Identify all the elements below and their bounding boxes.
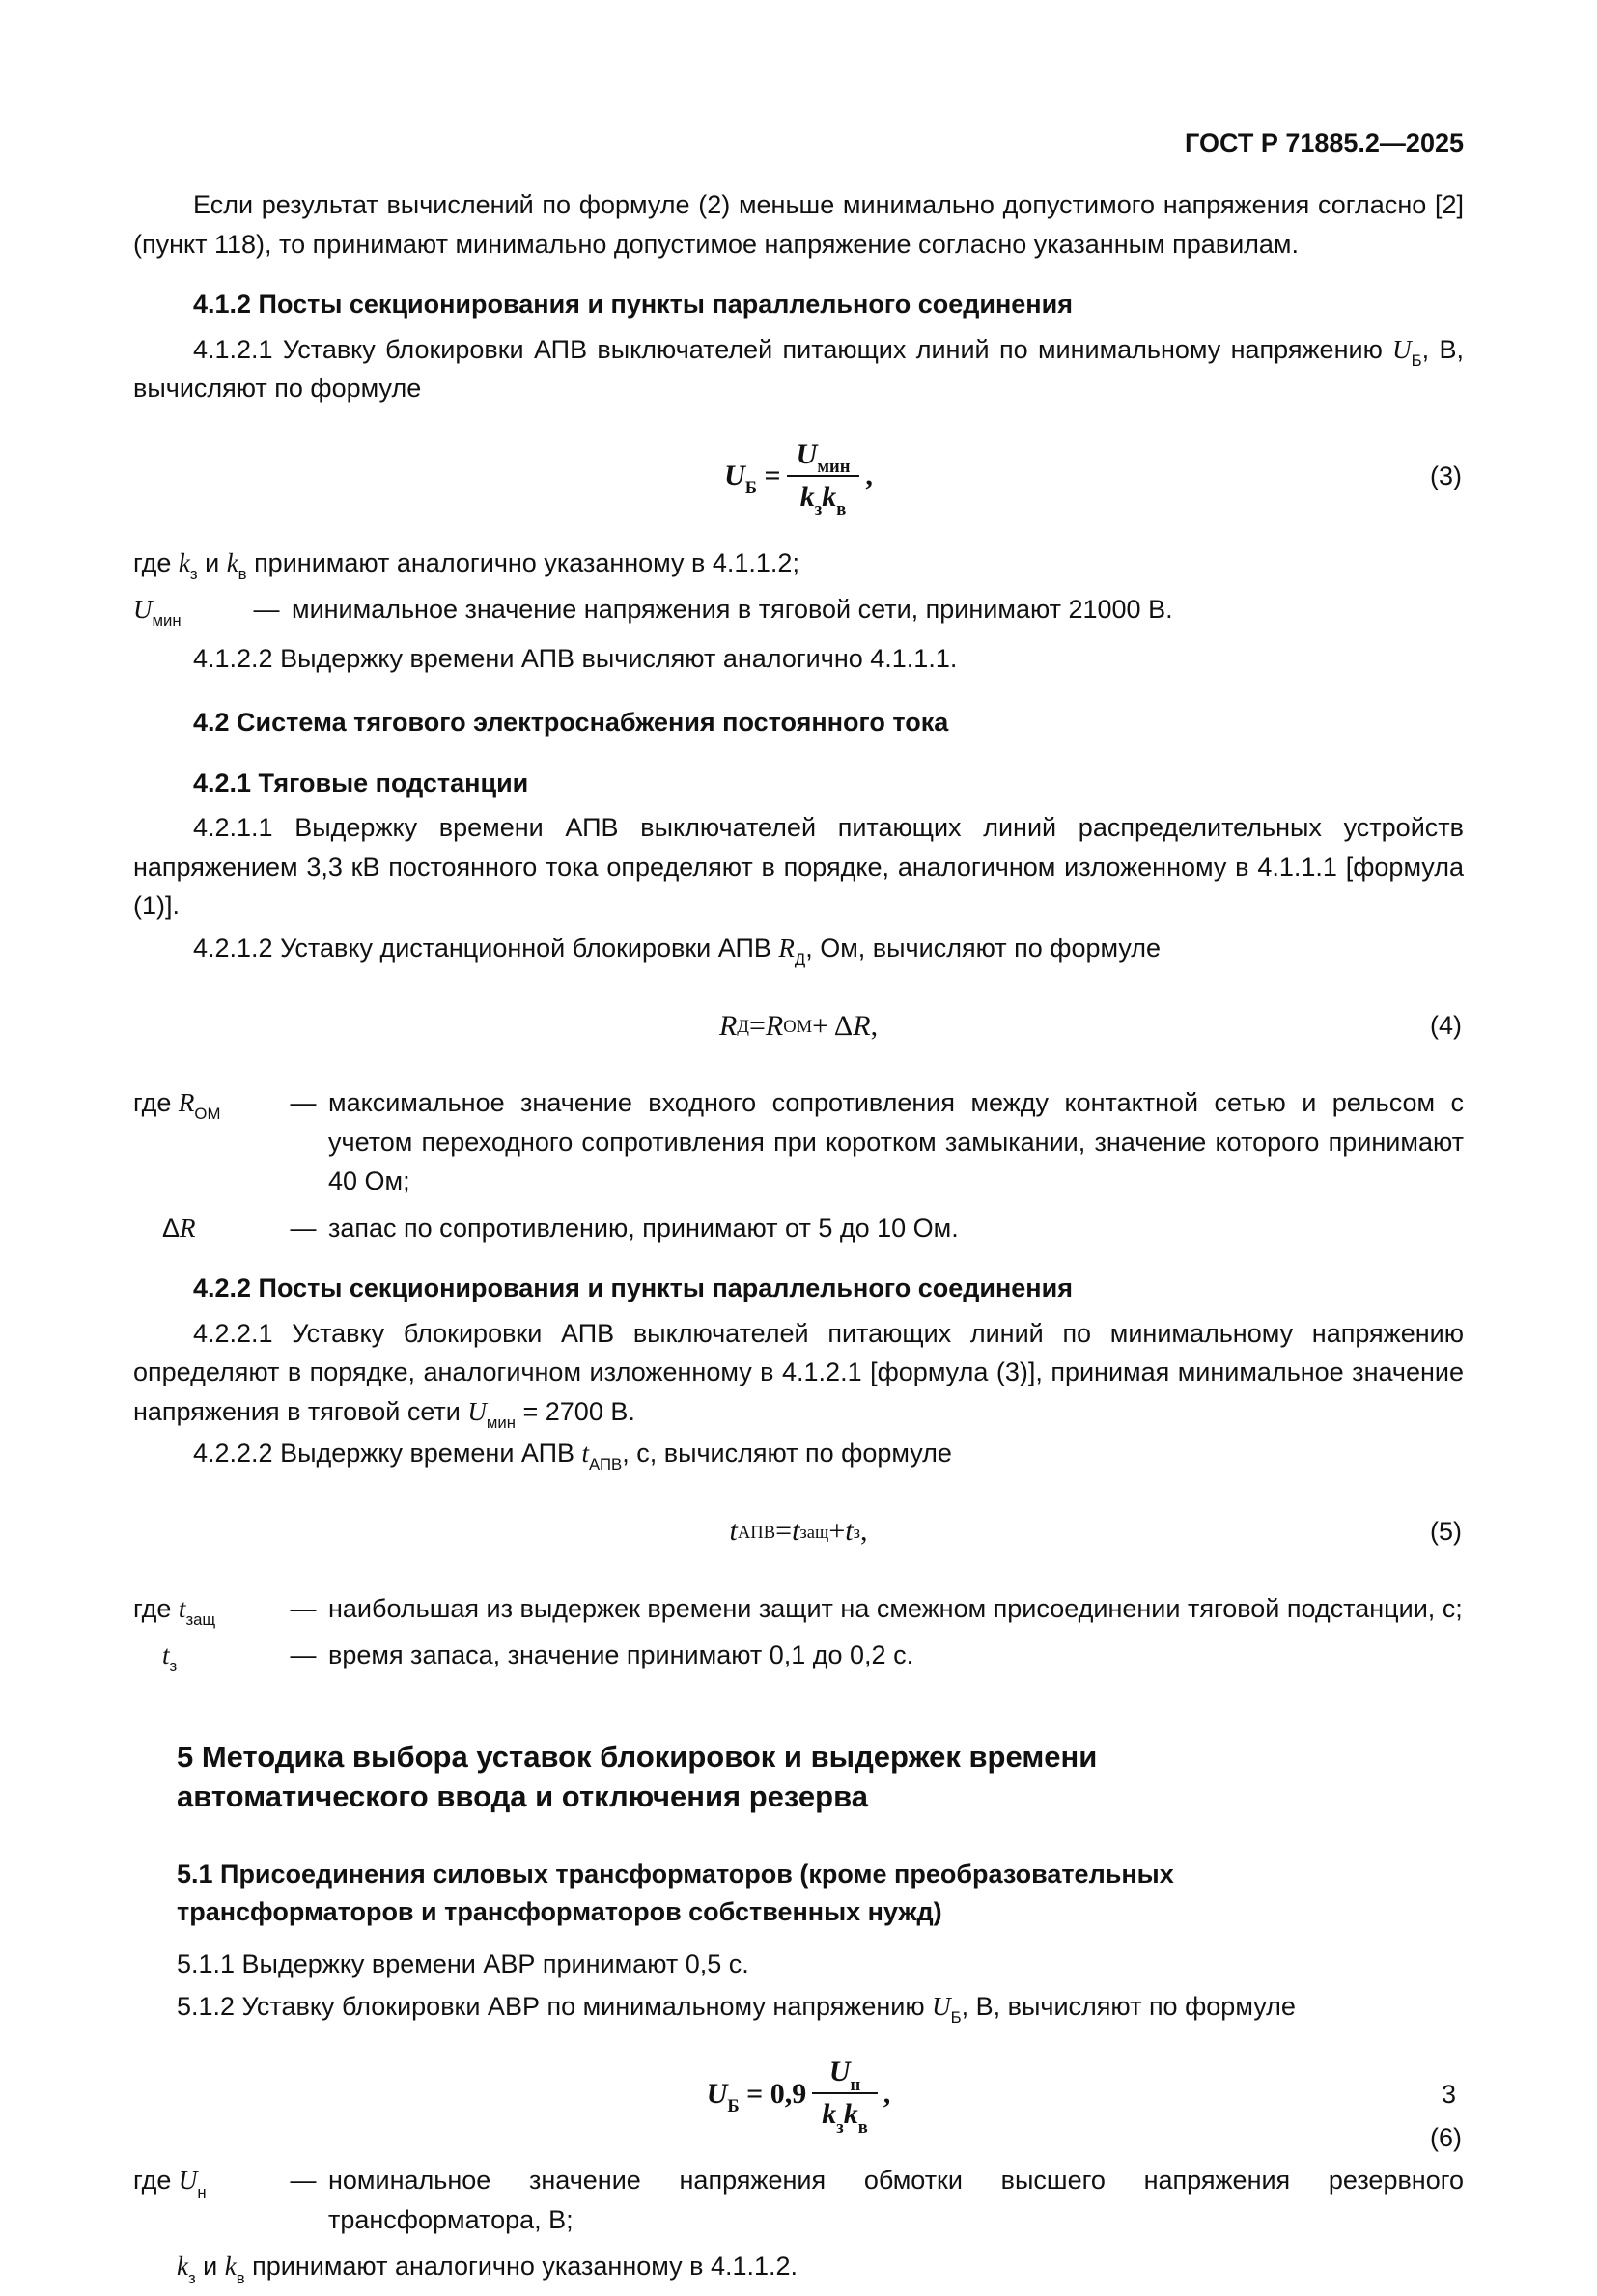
formula-3-denominator: $k_зk_в$ <box>799 480 847 519</box>
where-5-row-1 <box>133 1589 1464 1629</box>
paragraph-4-1-2-2: 4.1.2.2 Выдержку времени АПВ вычисляют аналогично 4.1.1.1. <box>193 643 958 673</box>
where-block-formula-4 <box>133 1083 1464 1247</box>
where-desc: минимальное значение напряжения в тяговой сети, принимают 21000 В. <box>292 595 1173 624</box>
formula-6-tail: , <box>883 2077 891 2110</box>
formula-3 <box>133 437 1464 519</box>
formula-4-number: (4) <box>1430 1010 1462 1040</box>
where-dash: — <box>290 1640 317 1669</box>
where-block-formula-6 <box>133 2161 1464 2286</box>
heading-4-2-2: 4.2.2 Посты секционирования и пункты параллельного соединения <box>193 1274 1073 1302</box>
where-term: ΔR <box>162 1213 196 1243</box>
where-term: где $t_{защ}$ <box>133 1593 216 1629</box>
where-desc: время запаса, значение принимают 0,1 до 0,2 с. <box>328 1640 914 1669</box>
where-5-row-2 <box>133 1636 1464 1675</box>
formula-3-expression <box>724 437 873 519</box>
paragraph-4-2-1-1: 4.2.1.1 Выдержку времени АПВ выключателей питающих линий распределительных устройств напряжением 3,3 кВ постоянного тока определяют в порядке, аналогичном изложенному в 4.1.1.1 [формула (1)]. <box>133 813 1464 920</box>
where-term: $t_з$ <box>162 1640 178 1676</box>
paragraph-4-1-2-1: 4.1.2.1 Уставку блокировки АПВ выключателей питающих линий по минимальному напряжению $U_Б$, В, вычисляют по формуле <box>133 334 1464 403</box>
where-desc: запас по сопротивлению, принимают от 5 до 10 Ом. <box>328 1213 959 1243</box>
formula-6 <box>133 2055 1464 2152</box>
where-dash: — <box>290 1088 317 1117</box>
page-number: 3 <box>1441 2079 1456 2109</box>
formula-6-numerator: $U_н$ <box>812 2055 878 2094</box>
formula-6-number: (6) <box>1430 2122 1462 2152</box>
formula-6-denominator: $k_зk_в$ <box>822 2098 868 2138</box>
where-desc: номинальное значение напряжения обмотки высшего напряжения резервного трансформатора, В; <box>328 2166 1464 2234</box>
where-term: $U_{мин}$ <box>133 595 182 630</box>
where-block-formula-3 <box>133 544 1464 630</box>
where-6-row-1 <box>133 2161 1464 2239</box>
where-dash: — <box>290 1213 317 1243</box>
where-term: где $U_н$ <box>133 2166 207 2201</box>
formula-5 <box>133 1502 1464 1560</box>
heading-4-1-2: 4.1.2 Посты секционирования и пункты параллельного соединения <box>193 290 1073 319</box>
where-3-row-2 <box>133 590 1464 630</box>
where-desc: максимальное значение входного сопротивления между контактной сетью и рельсом с учетом переходного сопротивления при коротком замыкании, значение которого принимают 40 Ом; <box>328 1088 1464 1195</box>
where-dash: — <box>290 1593 317 1623</box>
page-content <box>133 185 1464 2296</box>
where-desc: наибольшая из выдержек времени защит на смежном присоединении тяговой подстанции, с; <box>328 1593 1463 1623</box>
paragraph-intro: Если результат вычислений по формуле (2) меньше минимально допустимого напряжения согласно [2] (пункт 118), то принимают минимально допустимое напряжение согласно указанным правилам. <box>133 190 1464 259</box>
formula-3-numerator: $U_{мин}$ <box>787 437 860 477</box>
formula-3-number: (3) <box>1430 461 1462 490</box>
where-6-line-2: $k_з$ и $k_в$ принимают аналогично указанному в 4.1.1.2. <box>177 2252 798 2287</box>
where-block-formula-5 <box>133 1589 1464 1675</box>
document-code: ГОСТ Р 71885.2—2025 <box>1185 128 1464 157</box>
where-term: где $R_{ОМ}$ <box>133 1088 221 1124</box>
formula-5-expression: t $_{АПВ}$ = t $_{защ}$ + t $_з$ , <box>729 1515 868 1547</box>
formula-3-lhs: $U_Б$ = <box>724 460 781 499</box>
formula-6-fraction <box>812 2055 878 2138</box>
heading-4-2-1: 4.2.1 Тяговые подстанции <box>193 768 529 798</box>
paragraph-5-1-2: 5.1.2 Уставку блокировки АВР по минимальному напряжению $U_Б$, В, вычисляют по формуле <box>177 1991 1296 2028</box>
where-4-row-2 <box>133 1209 1464 1248</box>
heading-section-5: 5 Методика выбора уставок блокировок и выдержек времени автоматического ввода и отключения резерва <box>177 1739 1098 1814</box>
formula-6-lhs: $U_Б = 0,9$ <box>706 2077 807 2117</box>
heading-5-1: 5.1 Присоединения силовых трансформаторов (кроме преобразовательных трансформаторов и трансформаторов собственных нужд) <box>177 1860 1174 1927</box>
where-4-row-1 <box>133 1083 1464 1201</box>
paragraph-4-2-2-2: 4.2.2.2 Выдержку времени АПВ $t_{АПВ}$, с, вычисляют по формуле <box>193 1439 952 1474</box>
formula-3-fraction <box>787 437 860 519</box>
where-dash: — <box>290 2166 317 2196</box>
formula-5-number: (5) <box>1430 1516 1462 1546</box>
formula-6-expression <box>706 2055 891 2138</box>
formula-4-expression: R $_Д$ = R $_{ОМ}$ + Δ R , <box>718 1009 879 1042</box>
paragraph-4-2-1-2: 4.2.1.2 Уставку дистанционной блокировки АПВ $R_Д$, Ом, вычисляют по формуле <box>193 933 1162 968</box>
where-dash: — <box>253 595 280 624</box>
heading-4-2: 4.2 Система тягового электроснабжения постоянного тока <box>193 708 949 737</box>
paragraph-4-2-2-1: 4.2.2.1 Уставку блокировки АПВ выключателей питающих линий по минимальному напряжению определяют в порядке, аналогичном изложенному в 4.1.2.1 [формула (3)], принимая минимальное значение напряжения в тяговой сети $U_{мин} = 2700$ В. <box>133 1318 1464 1432</box>
formula-3-tail: , <box>865 460 873 491</box>
where-3-line-1: где $k_з$ и $k_в$ принимают аналогично указанному в 4.1.1.2; <box>133 547 799 583</box>
formula-4 <box>133 996 1464 1054</box>
paragraph-5-1-1: 5.1.1 Выдержку времени АВР принимают 0,5 с. <box>177 1949 749 1979</box>
